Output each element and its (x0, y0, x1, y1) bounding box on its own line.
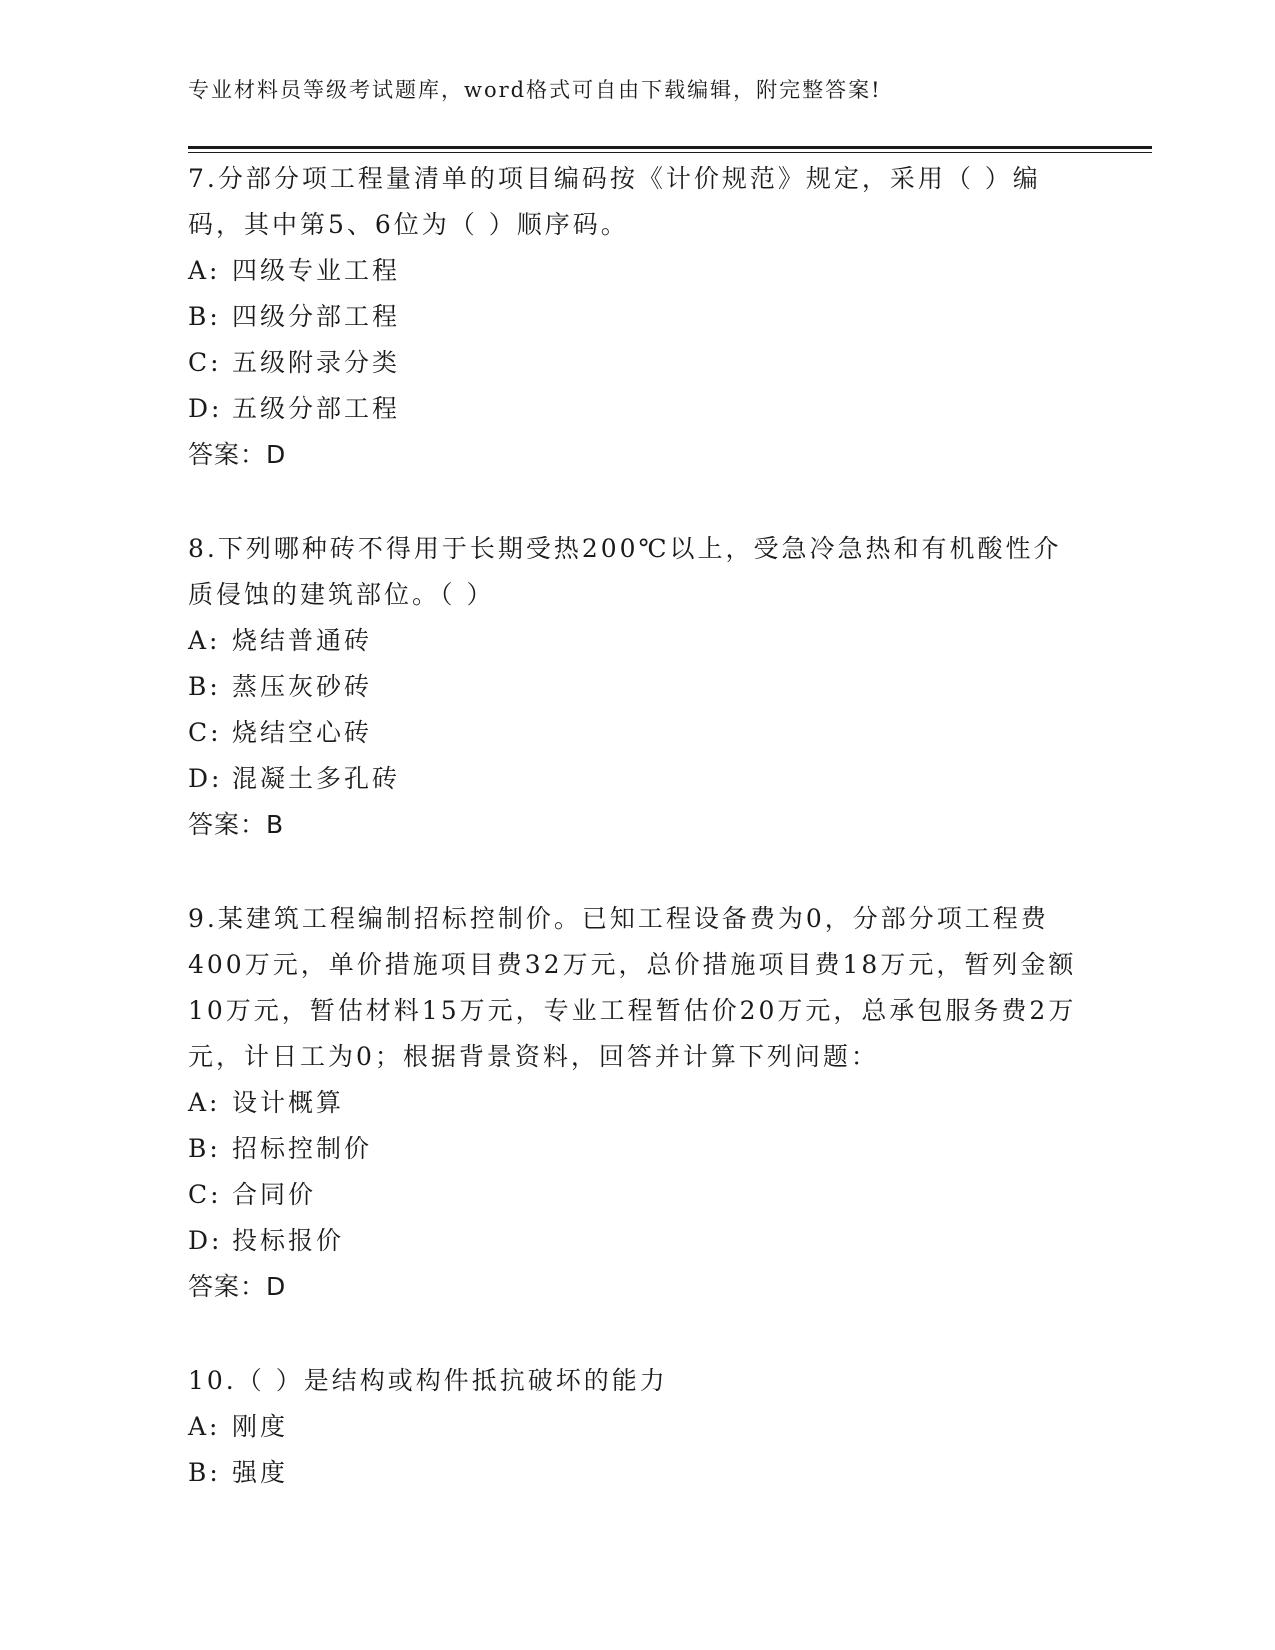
option-key: A: (188, 626, 221, 655)
option-key: B: (188, 1134, 221, 1163)
option-b (188, 294, 1088, 340)
option-text: 合同价 (232, 1180, 317, 1209)
option-key: C: (188, 1180, 222, 1209)
option-a (188, 1080, 1088, 1126)
option-text: 四级专业工程 (232, 256, 401, 285)
question-text: 10.（ ）是结构或构件抵抗破坏的能力 (188, 1366, 668, 1395)
option-key: C: (188, 348, 222, 377)
option-text: 刚度 (232, 1412, 289, 1441)
answer-line: 答案：D (188, 1272, 287, 1301)
option-text: 五级分部工程 (232, 394, 401, 423)
option-key: B: (188, 302, 221, 331)
option-d (188, 1218, 1088, 1264)
option-text: 设计概算 (232, 1088, 345, 1117)
option-text: 四级分部工程 (232, 302, 401, 331)
question-text: 9.某建筑工程编制招标控制价。已知工程设备费为0，分部分项工程费400万元，单价措施项目费32万元，总价措施项目费18万元，暂列金额10万元，暂估材料15万元，专业工程暂估价20万元，总承包服务费2万元，计日工为0；根据背景资料，回答并计算下列问题： (188, 904, 1077, 1071)
option-a (188, 1404, 1088, 1450)
option-text: 强度 (232, 1458, 289, 1487)
option-text: 烧结普通砖 (232, 626, 373, 655)
header-rule-thin (188, 152, 1152, 153)
option-b (188, 1450, 1088, 1496)
option-b (188, 664, 1088, 710)
answer-line: 答案：D (188, 440, 287, 469)
option-text: 五级附录分类 (232, 348, 401, 377)
option-key: D: (188, 1226, 223, 1255)
question-7 (188, 156, 1088, 478)
option-key: B: (188, 1458, 221, 1487)
option-text: 招标控制价 (232, 1134, 373, 1163)
option-key: A: (188, 1412, 221, 1441)
question-9 (188, 896, 1088, 1310)
question-8 (188, 526, 1088, 848)
option-c (188, 1172, 1088, 1218)
question-text: 8.下列哪种砖不得用于长期受热200℃以上，受急冷急热和有机酸性介质侵蚀的建筑部位。（ ） (188, 534, 1062, 609)
option-a (188, 248, 1088, 294)
option-key: A: (188, 1088, 221, 1117)
answer-line: 答案：B (188, 810, 285, 839)
question-text: 7.分部分项工程量清单的项目编码按《计价规范》规定，采用（ ）编码，其中第5、6位为（ ）顺序码。 (188, 164, 1041, 239)
option-key: D: (188, 394, 223, 423)
header-rule-thick (188, 146, 1152, 149)
question-list (188, 156, 1088, 1544)
option-text: 混凝土多孔砖 (232, 764, 401, 793)
option-text: 蒸压灰砂砖 (232, 672, 373, 701)
page-header-banner: 专业材料员等级考试题库，word格式可自由下载编辑，附完整答案! (188, 78, 882, 102)
option-c (188, 340, 1088, 386)
option-key: D: (188, 764, 223, 793)
option-text: 投标报价 (232, 1226, 345, 1255)
option-d (188, 386, 1088, 432)
option-c (188, 710, 1088, 756)
option-text: 烧结空心砖 (232, 718, 373, 747)
option-d (188, 756, 1088, 802)
option-key: A: (188, 256, 221, 285)
option-a (188, 618, 1088, 664)
option-b (188, 1126, 1088, 1172)
question-10 (188, 1358, 1088, 1496)
option-key: C: (188, 718, 222, 747)
option-key: B: (188, 672, 221, 701)
